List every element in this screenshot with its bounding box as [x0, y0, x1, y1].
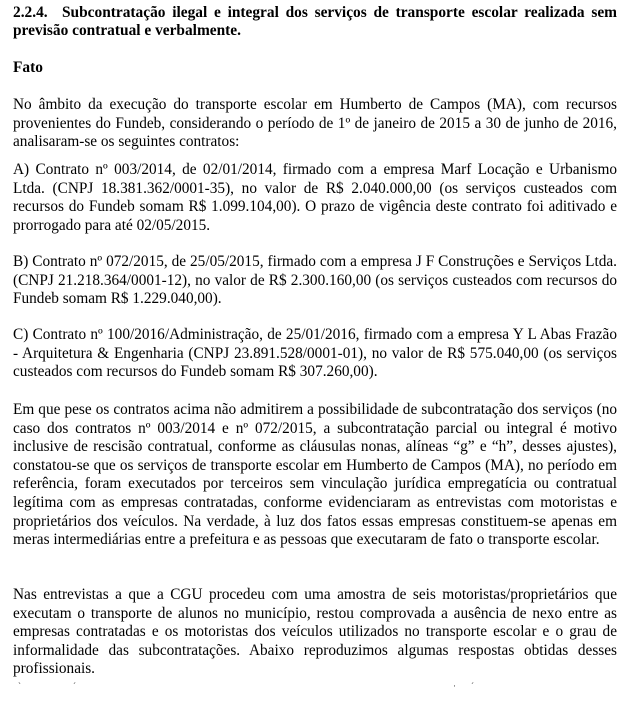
paragraph-interviews: Nas entrevistas a que a CGU procedeu com uma amostra de seis motoristas/proprietários que executam o transporte de alunos no município, restou comprovada a ausência de nexo entre as empresas contratadas e os motoristas dos veículos utilizados no transporte escolar e o grau de informalidade das subcontratações. Abaixo reproduzimos algumas respostas obtidas desses profissionais.	[13, 586, 617, 678]
section-number: 2.2.4.	[13, 4, 48, 21]
cutoff-mark: ´	[73, 682, 76, 690]
paragraph-contract-b: B) Contrato nº 072/2015, de 25/05/2015, firmado com a empresa J F Construções e Serviços Ltda. (CNPJ 21.218.364/0001-12), no valor de R$ 2.300.160,00 (os serviços custeados com recursos do Fundeb somam R$ 1.229.040,00).	[13, 253, 617, 308]
paragraph-intro: No âmbito da execução do transporte escolar em Humberto de Campos (MA), com recursos provenientes do Fundeb, considerando o período de 1º de janeiro de 2015 a 30 de junho de 2016, analisaram-se os seguintes contratos:	[13, 96, 617, 151]
cutoff-mark: `	[18, 682, 21, 690]
section-title: Subcontratação ilegal e integral dos serviços de transporte escolar realizada sem previsão contratual e verbalmente.	[13, 4, 617, 39]
paragraph-main-finding: Em que pese os contratos acima não admitirem a possibilidade de subcontratação dos serviços (no caso dos contratos nº 003/2014 e nº 072/2015, a subcontratação parcial ou integral é motivo inclusive de rescisão contratual, conforme as cláusulas nonas, alíneas “g” e “h”, desses ajustes), constatou-se que os serviços de transporte escolar em Humberto de Campos (MA), no período em referência, foram executados por terceiros sem vinculação jurídica empregatícia ou contratual legítima com as empresas contratadas, conforme evidenciaram as entrevistas com motoristas e proprietários dos veículos. Na verdade, à luz dos fatos essas empresas constituem-se apenas em meras intermediárias entre a prefeitura e as pessoas que executaram de fato o transporte escolar.	[13, 401, 617, 549]
paragraph-contract-a: A) Contrato nº 003/2014, de 02/01/2014, firmado com a empresa Marf Locação e Urbanismo Ltda. (CNPJ 18.381.362/0001-35), no valor de R$ 2.040.000,00 (os serviços custeados com recursos do Fundeb somam R$ 1.099.104,00). O prazo de vigência deste contrato foi aditivado e prorrogado para até 02/05/2015.	[13, 161, 617, 234]
cut-off-next-line	[13, 682, 617, 690]
section-heading	[13, 4, 617, 40]
cutoff-mark: ·	[453, 682, 456, 690]
cutoff-mark: ´	[471, 682, 474, 690]
paragraph-contract-c: C) Contrato nº 100/2016/Administração, de 25/01/2016, firmado com a empresa Y L Abas Frazão - Arquitetura & Engenharia (CNPJ 23.891.528/0001-01), no valor de R$ 575.040,00 (os serviços custeados com recursos do Fundeb somam R$ 307.260,00).	[13, 326, 617, 381]
subheading-fato: Fato	[13, 59, 43, 76]
